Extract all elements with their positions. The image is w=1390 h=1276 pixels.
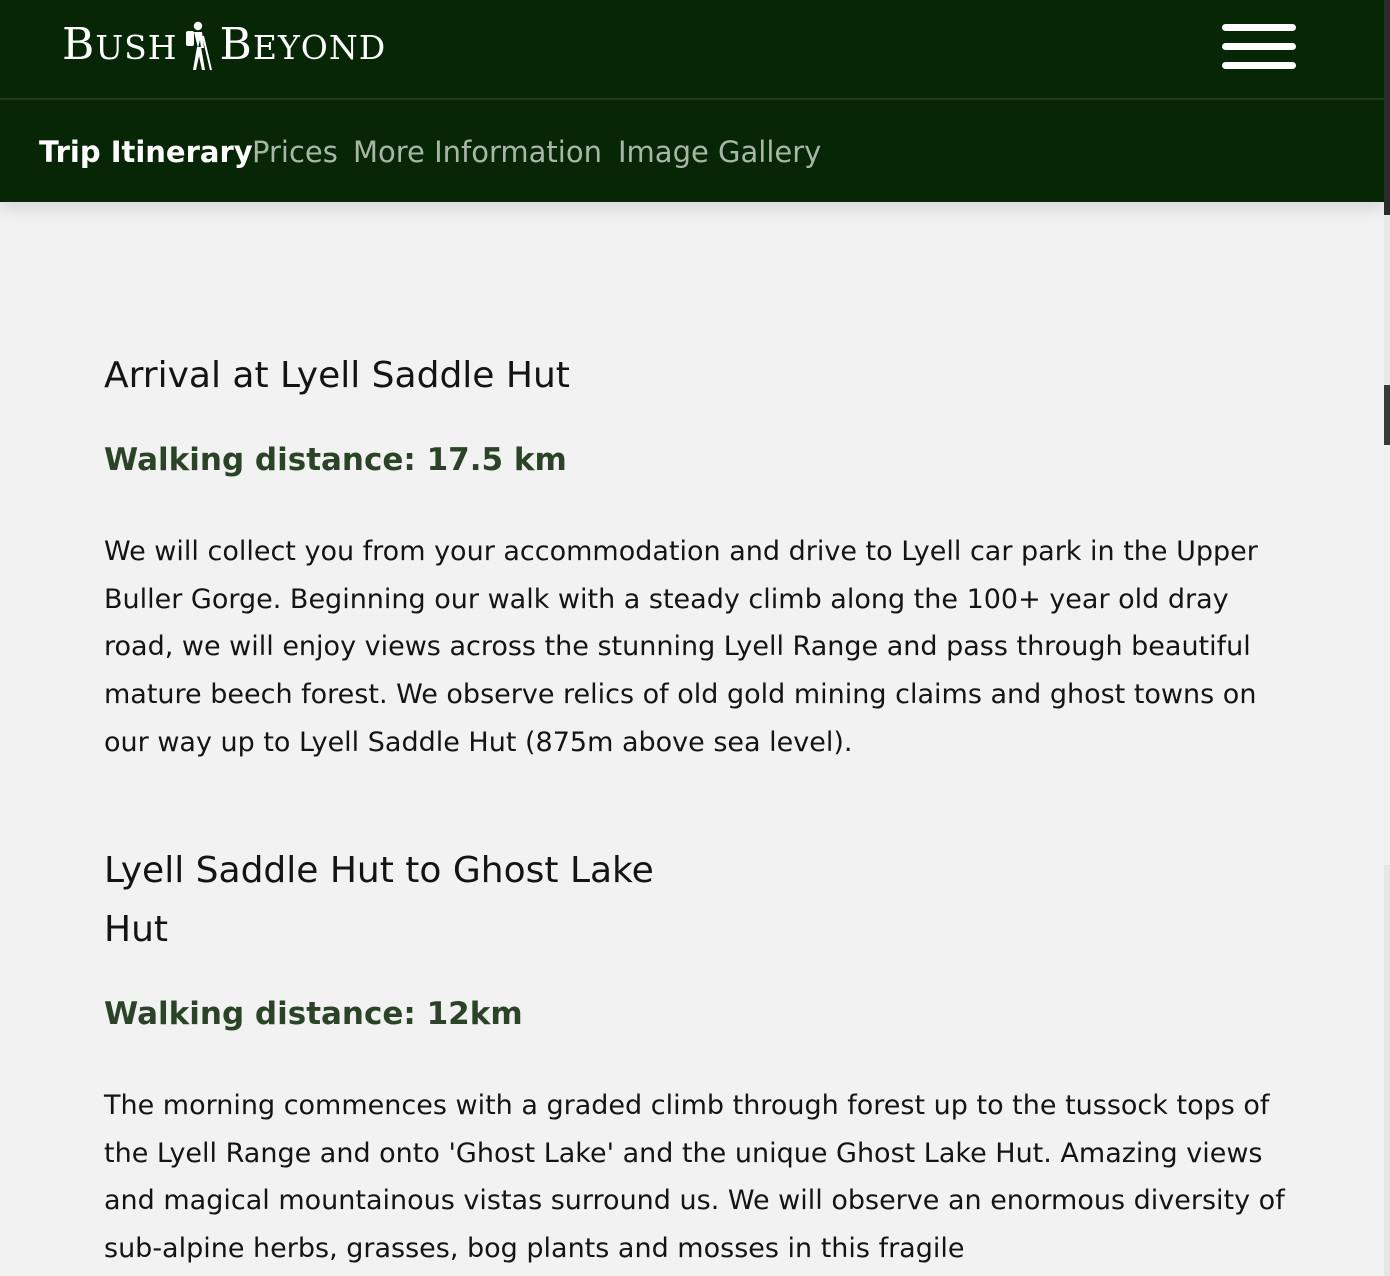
logo-word-beyond: BEYOND: [219, 18, 387, 70]
bush-beyond-logo[interactable]: [62, 18, 386, 74]
scrollbar-track: [1384, 215, 1390, 385]
walking-distance: Walking distance: 17.5 km: [104, 442, 567, 478]
tab-image-gallery[interactable]: Image Gallery: [618, 135, 822, 169]
scrollbar-thumb[interactable]: [1384, 385, 1390, 445]
day-description: We will collect you from your accommodation and drive to Lyell car park in the Upper Buller Gorge. Beginning our walk with a steady climb along the 100+ year old dray road, we will enjoy views across the stunning Lyell Range and pass through beautiful mature beech forest. We observe relics of old gold mining claims and ghost towns on our way up to Lyell Saddle Hut (875m above sea level).: [104, 536, 1258, 758]
hamburger-menu-icon[interactable]: [1220, 22, 1298, 72]
trip-tabs: [0, 100, 1384, 202]
menu-bar: [1222, 43, 1296, 50]
scrollbar-track: [1384, 865, 1390, 1276]
tab-more-information[interactable]: More Information: [353, 135, 602, 169]
menu-bar: [1222, 62, 1296, 69]
day-title: Arrival at Lyell Saddle Hut: [104, 355, 570, 396]
logo-word-bush: BUSH: [62, 18, 178, 70]
site-header: [0, 0, 1384, 100]
day-title: Lyell Saddle Hut to Ghost Lake Hut: [104, 850, 654, 950]
scrollbar[interactable]: [1384, 0, 1390, 1276]
walking-distance: Walking distance: 12km: [104, 996, 523, 1032]
tab-trip-itinerary[interactable]: Trip Itinerary: [39, 135, 253, 169]
tab-prices[interactable]: Prices: [252, 135, 338, 169]
scrollbar-track: [1384, 445, 1390, 865]
day-description: The morning commences with a graded climb through forest up to the tussock tops of the Lyell Range and onto 'Ghost Lake' and the unique Ghost Lake Hut. Amazing views and magical mountainous vistas surround us. We will observe an enormous diversity of sub-alpine herbs, grasses, bog plants and mosses in this fragile: [104, 1090, 1285, 1265]
menu-bar: [1222, 24, 1296, 31]
hiker-icon: [184, 20, 214, 72]
